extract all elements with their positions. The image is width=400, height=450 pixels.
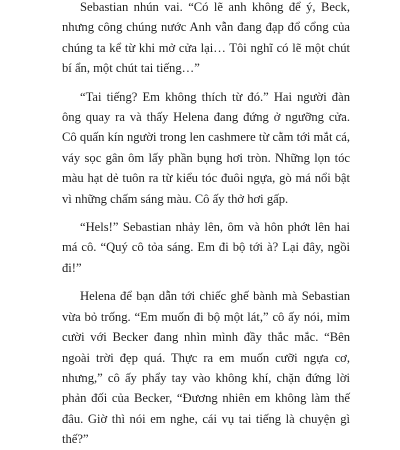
paragraph-sebastian-shrug: Sebastian nhún vai. “Có lẽ anh không để ý, Beck, nhưng công chúng nước Anh vẫn đang đạp đổ cổng của chúng ta kể từ khi mở cửa lại… Tôi nghĩ có lẽ một chút bí ẩn, một chút tai tiếng…” [62,0,350,76]
paragraph-sebastian-greets: “Hels!” Sebastian nhảy lên, ôm và hôn phớt lên hai má cô. “Quý cô tỏa sáng. Em đi bộ tới à? Lại đây, ngồi đi!” [62,220,350,275]
paragraph-helena-arrives: “Tai tiếng? Em không thích từ đó.” Hai người đàn ông quay ra và thấy Helena đang đứng ở ngưỡng cửa. Cô quấn kín người trong len cashmere từ cằm tới mắt cá, váy sọc gân ôm lấy phần bụng hơi tròn. Những lọn tóc màu hạt dẻ tuôn ra từ kiểu tóc đuôi ngựa, gò má nổi bật vì những chấm sáng màu. Cô ấy thở hơi gấp. [62,89,350,206]
paragraph-helena-armchair: Helena để bạn dẫn tới chiếc ghế bành mà Sebastian vừa bỏ trống. “Em muốn đi bộ một lát,” cô ấy nói, mỉm cười với Becker đang nhìn mình đầy thắc mắc. “Bên ngoài trời đẹp quá. Thực ra em muốn cưỡi ngựa cơ, nhưng,” cô ấy phẩy tay vào không khí, chặn đứng lời phản đối của Becker, “Đương nhiên em không làm thế đâu. Giờ thì nói em nghe, cái vụ tai tiếng là chuyện gì thế?” [62,289,350,447]
text-column [62,0,350,450]
